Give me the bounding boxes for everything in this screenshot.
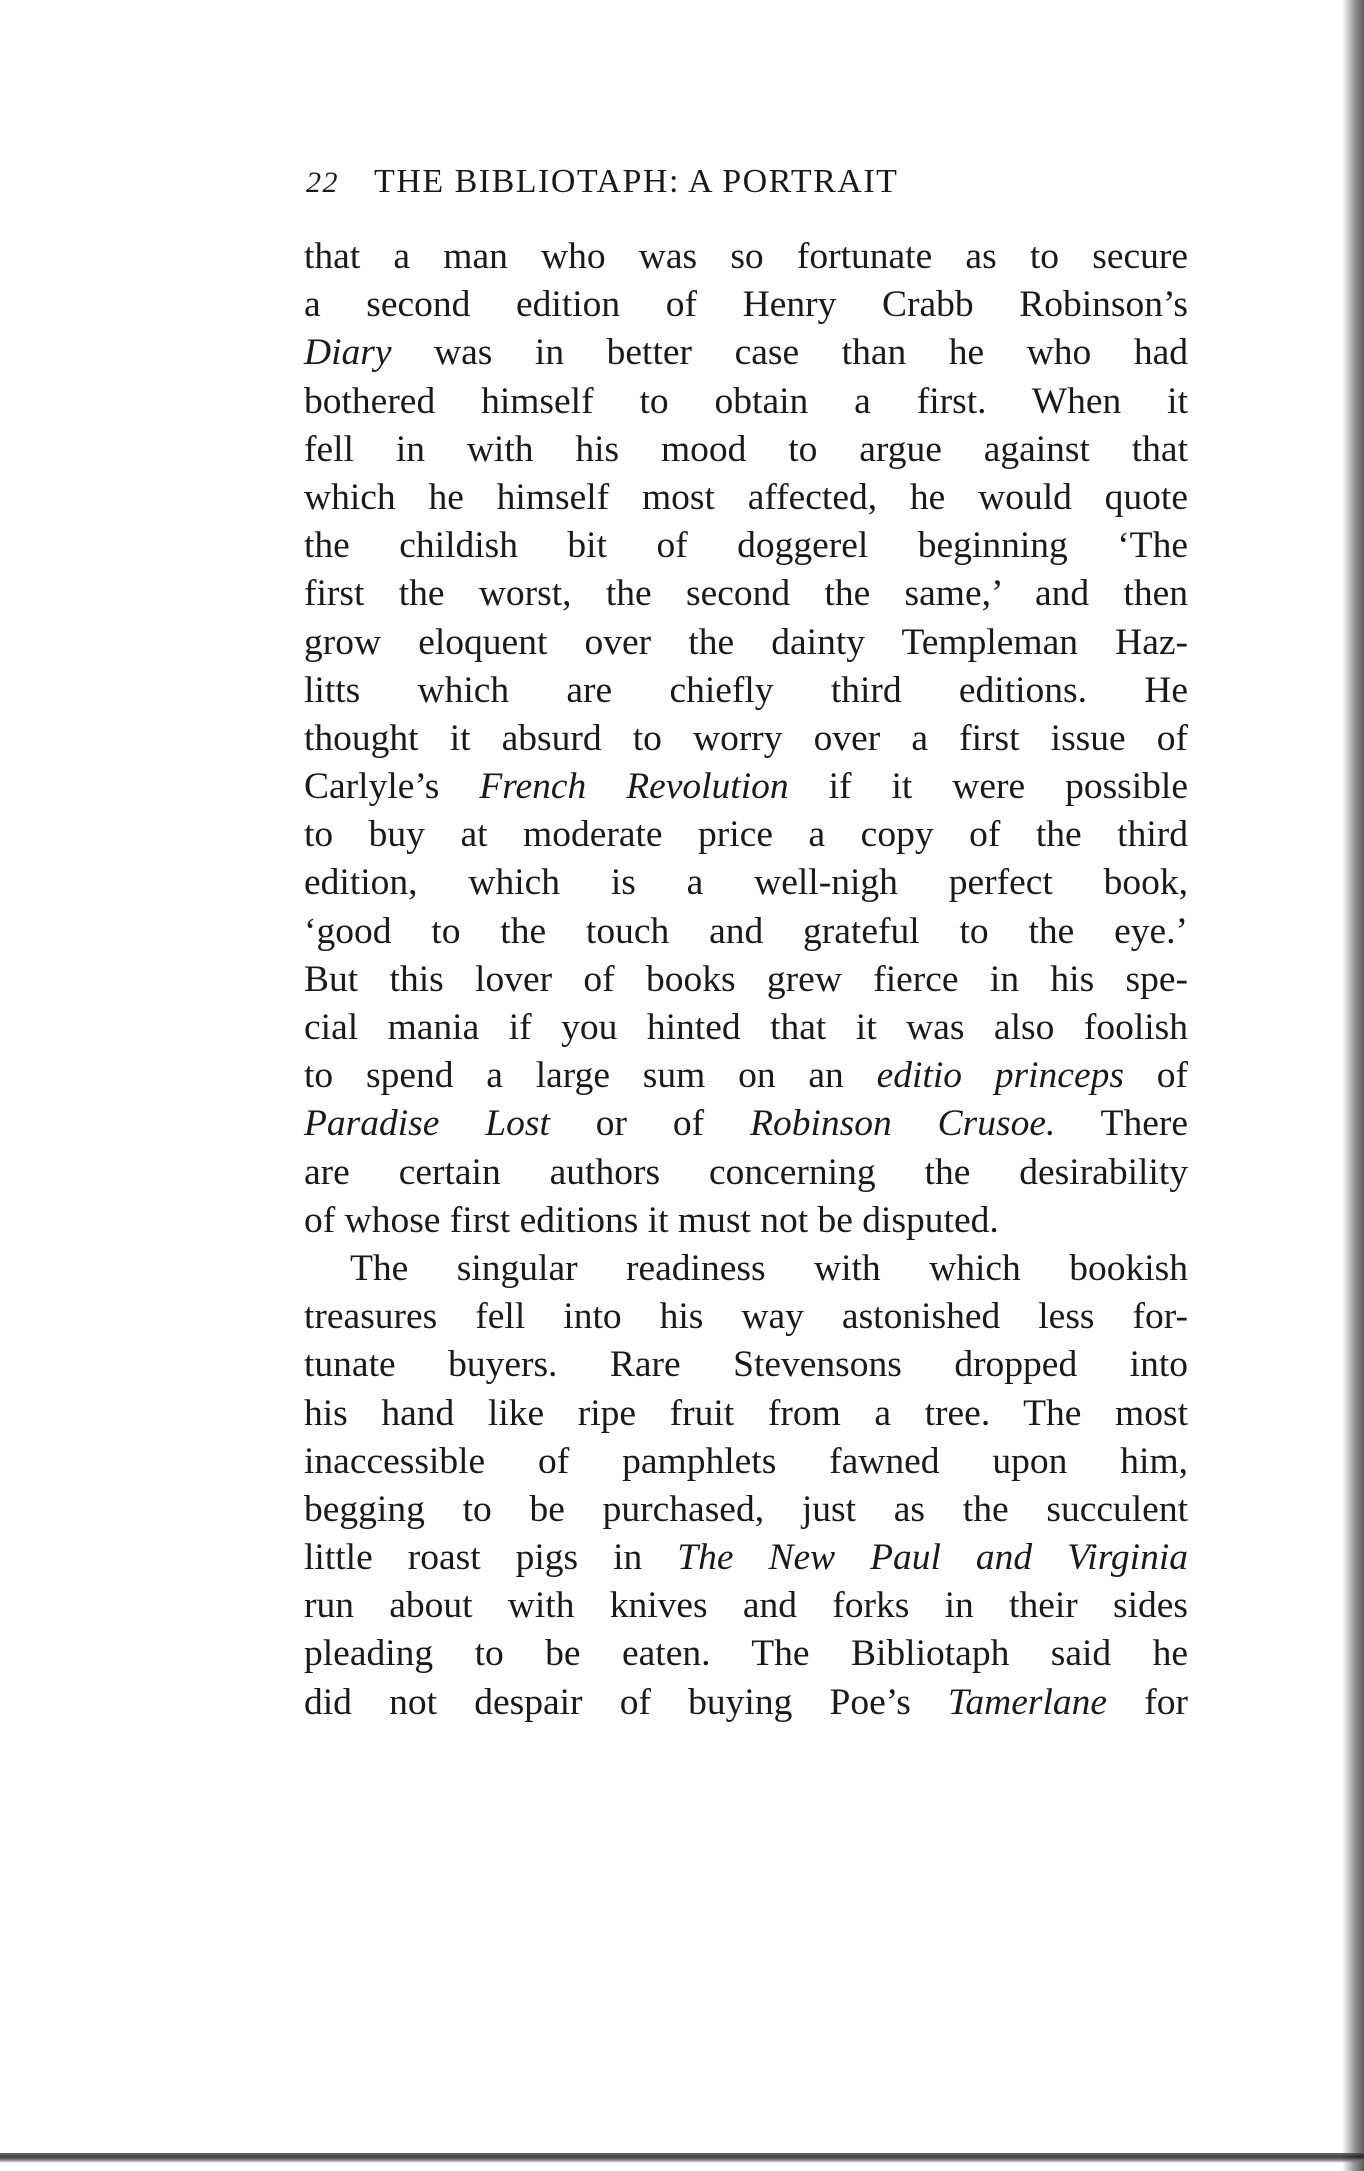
- text-segment: which he himself most affected, he would quote: [304, 476, 1188, 518]
- text-segment: to spend a large sum on an: [304, 1055, 877, 1097]
- text-line: [304, 763, 1188, 811]
- running-header: [306, 163, 1186, 201]
- italic-text: Robinson Crusoe.: [750, 1103, 1056, 1145]
- text-line: [304, 522, 1188, 570]
- text-line: [304, 1004, 1188, 1052]
- italic-text: Tamerlane: [948, 1681, 1108, 1723]
- text-line: [304, 956, 1188, 1004]
- page-edge-shadow: [1342, 0, 1364, 2171]
- text-line: [304, 1438, 1188, 1486]
- text-line: [304, 1149, 1188, 1197]
- text-segment: The singular readiness with which bookish: [350, 1247, 1188, 1289]
- text-segment: litts which are chiefly third editions. He: [304, 669, 1188, 711]
- text-line: [304, 1100, 1188, 1148]
- text-segment: a second edition of Henry Crabb Robinson’s: [304, 284, 1188, 326]
- text-line: [304, 1245, 1188, 1293]
- text-line: [304, 1679, 1188, 1727]
- text-segment: thought it absurd to worry over a first issue of: [304, 717, 1188, 759]
- text-line: [304, 715, 1188, 763]
- text-line: [304, 1486, 1188, 1534]
- text-segment: ‘good to the touch and grateful to the eye.’: [304, 910, 1188, 952]
- text-line: [304, 908, 1188, 956]
- text-line: [304, 426, 1188, 474]
- text-segment: are certain authors concerning the desirability: [304, 1151, 1188, 1193]
- text-line: [304, 859, 1188, 907]
- text-segment: that a man who was so fortunate as to secure: [304, 236, 1188, 277]
- text-segment: pleading to be eaten. The Bibliotaph said he: [304, 1633, 1188, 1675]
- italic-text: Paradise Lost: [304, 1103, 550, 1145]
- text-line: [304, 474, 1188, 522]
- text-segment: for: [1107, 1681, 1188, 1723]
- text-segment: of: [1123, 1055, 1188, 1097]
- text-line: [304, 1341, 1188, 1389]
- italic-text: French Revolution: [479, 766, 789, 808]
- text-segment: little roast pigs in: [304, 1537, 678, 1579]
- text-segment: to buy at moderate price a copy of the third: [304, 814, 1188, 856]
- text-segment: grow eloquent over the dainty Templeman Haz-: [304, 621, 1188, 663]
- text-line: [304, 1390, 1188, 1438]
- text-line: [304, 1052, 1188, 1100]
- text-segment: tunate buyers. Rare Stevensons dropped into: [304, 1344, 1188, 1386]
- text-line: [304, 1197, 1188, 1245]
- italic-text: The New Paul and Virginia: [677, 1537, 1188, 1579]
- text-segment: treasures fell into his way astonished less for-: [304, 1296, 1188, 1338]
- text-segment: But this lover of books grew fierce in his spe-: [304, 958, 1188, 1000]
- text-segment: inaccessible of pamphlets fawned upon him,: [304, 1440, 1188, 1482]
- text-line: [304, 570, 1188, 618]
- text-segment: cial mania if you hinted that it was also foolish: [304, 1007, 1188, 1048]
- text-segment: Carlyle’s: [304, 766, 480, 808]
- text-segment: begging to be purchased, just as the succulent: [304, 1488, 1188, 1530]
- text-line: [304, 378, 1188, 426]
- text-segment: fell in with his mood to argue against that: [304, 428, 1188, 470]
- text-segment: edition, which is a well-nigh perfect book,: [304, 862, 1188, 904]
- page-number: 22: [306, 166, 339, 199]
- text-line: [304, 811, 1188, 859]
- text-segment: There: [1055, 1103, 1188, 1145]
- text-line: [304, 1582, 1188, 1630]
- text-segment: his hand like ripe fruit from a tree. The most: [304, 1392, 1188, 1434]
- text-line: [304, 1630, 1188, 1678]
- italic-text: editio princeps: [876, 1055, 1124, 1097]
- text-segment: did not despair of buying Poe’s: [304, 1681, 949, 1723]
- text-line: [304, 233, 1188, 281]
- italic-text: Diary: [304, 332, 392, 374]
- page-bottom-edge: [0, 2153, 1364, 2163]
- text-line: [304, 667, 1188, 715]
- text-line: [304, 1293, 1188, 1341]
- text-segment: bothered himself to obtain a first. When it: [304, 380, 1188, 422]
- text-line: [304, 619, 1188, 667]
- running-title: THE BIBLIOTAPH: A PORTRAIT: [374, 163, 899, 200]
- text-segment: if it were possible: [788, 766, 1188, 808]
- body-text: [304, 233, 1188, 1727]
- text-segment: of whose first editions it must not be disputed.: [304, 1199, 999, 1241]
- text-line: [304, 329, 1188, 377]
- text-segment: run about with knives and forks in their sides: [304, 1585, 1188, 1627]
- text-line: [304, 1534, 1188, 1582]
- text-segment: was in better case than he who had: [391, 332, 1188, 374]
- text-segment: the childish bit of doggerel beginning ‘The: [304, 525, 1188, 567]
- text-line: [304, 281, 1188, 329]
- text-segment: first the worst, the second the same,’ and then: [304, 573, 1188, 615]
- text-segment: or of: [549, 1103, 751, 1145]
